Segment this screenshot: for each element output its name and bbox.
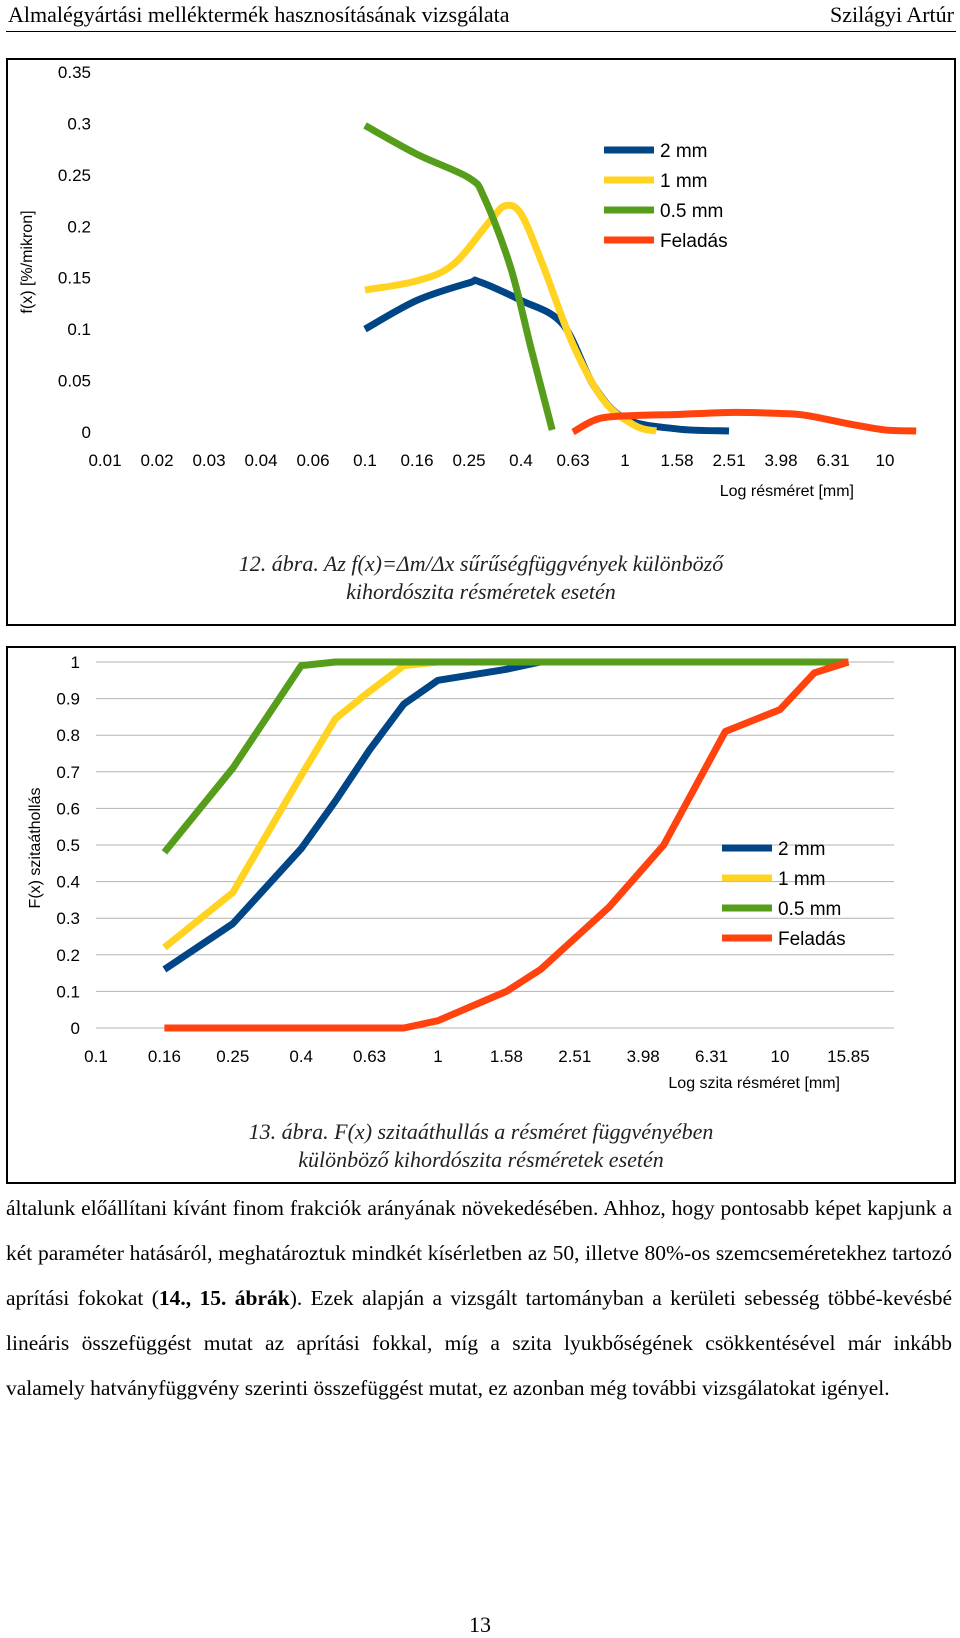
figure-reference: 14., 15. ábrák (158, 1286, 290, 1310)
legend-label: 2 mm (660, 141, 708, 162)
body-paragraph (6, 1186, 952, 1411)
x-tick-label: 15.85 (827, 1047, 870, 1066)
x-tick-label: 3.98 (764, 451, 798, 470)
figure-12-caption-line1: 12. ábra. Az f(x)=Δm/Δx sűrűségfüggvények különböző (238, 551, 724, 576)
x-tick-label: 0.63 (353, 1047, 387, 1066)
body-paragraph-end: ). Ezek alapján a vizsgált tartományban a kerületi sebesség többé-kevésbé lineáris összefüggést mutat az aprítási fokkal, míg a szita lyukbőségének csökkentésével már inkább valamely hatványfüggvény szerinti összefüggést mutat, ez azonban még további vizsgálatokat igényel. (6, 1286, 952, 1400)
legend-label: 0.5 mm (778, 899, 842, 920)
x-tick-label: 0.06 (296, 451, 330, 470)
y-tick-label: 0.2 (56, 945, 80, 965)
y-tick-label: 0.15 (57, 268, 91, 288)
legend-label: Feladás (778, 929, 846, 950)
x-tick-label: 0.4 (509, 451, 533, 470)
x-tick-label: 0.25 (452, 451, 486, 470)
legend-label: 2 mm (778, 839, 826, 860)
x-tick-label: 10 (770, 1047, 790, 1066)
x-tick-label: 2.51 (558, 1047, 592, 1066)
y-axis-label: F(x) szitaáthollás (27, 787, 44, 909)
figure-12 (6, 58, 956, 626)
x-tick-label: 1.58 (660, 451, 694, 470)
running-header-author: Szilágyi Artúr (829, 2, 954, 27)
x-tick-label: 6.31 (816, 451, 850, 470)
series-line (164, 662, 848, 969)
y-tick-label: 0.6 (56, 799, 80, 819)
y-tick-label: 0.2 (67, 217, 91, 237)
legend-label: 0.5 mm (660, 201, 724, 222)
figure-13-caption-line1: 13. ábra. F(x) szitaáthullás a résméret függvényében (248, 1119, 714, 1144)
figure-13 (6, 646, 956, 1184)
y-tick-label: 0.3 (56, 909, 80, 929)
body-paragraph-text: általunk előállítani kívánt finom frakciók arányának növekedésében. Ahhoz, hogy pontosabb képet kapjunk a két paraméter hatásáról, meghatároztuk mindkét kísérletben az 50, illetve 80%-os szemcseméretekhez tartozó aprítási fokokat ( (6, 1196, 952, 1310)
x-tick-label: 3.98 (626, 1047, 660, 1066)
x-tick-label: 0.16 (147, 1047, 181, 1066)
x-tick-label: 0.03 (192, 451, 226, 470)
figure-13-caption (8, 1118, 954, 1174)
figure-12-caption-line2: kihordószita résméretek esetén (346, 579, 616, 604)
y-axis-label: f(x) [%/mikron] (19, 210, 36, 314)
legend-label: 1 mm (660, 171, 708, 192)
y-tick-label: 0.1 (56, 982, 80, 1002)
x-tick-label: 0.25 (216, 1047, 250, 1066)
page-number: 13 (469, 1612, 491, 1637)
x-tick-label: 2.51 (712, 451, 746, 470)
y-tick-label: 0 (70, 1019, 80, 1038)
body-text (6, 1186, 952, 1411)
x-tick-label: 0.02 (140, 451, 174, 470)
x-tick-label: 0.1 (84, 1047, 108, 1066)
x-axis-label: Log résméret [mm] (719, 483, 854, 500)
y-tick-label: 1 (70, 653, 80, 672)
x-tick-label: 0.01 (88, 451, 122, 470)
x-tick-label: 1 (433, 1047, 443, 1066)
x-tick-label: 10 (875, 451, 895, 470)
y-tick-label: 0.05 (57, 371, 91, 391)
figure-13-caption-line2: különböző kihordószita résméretek esetén (298, 1147, 664, 1172)
y-tick-label: 0.1 (67, 320, 91, 340)
x-tick-label: 0.04 (244, 451, 278, 470)
series-line (365, 125, 552, 429)
figure-12-caption (8, 550, 954, 606)
x-tick-label: 0.1 (353, 451, 377, 470)
y-tick-label: 0.25 (57, 165, 91, 185)
x-tick-label: 0.4 (289, 1047, 314, 1066)
x-axis-label: Log szita résméret [mm] (668, 1075, 840, 1092)
header-rule (6, 31, 956, 32)
y-tick-label: 0.5 (56, 836, 80, 855)
chart-density (8, 60, 954, 624)
x-tick-label: 6.31 (695, 1047, 729, 1066)
y-tick-label: 0.7 (56, 762, 80, 782)
legend-label: 1 mm (778, 869, 826, 890)
x-tick-label: 0.16 (400, 451, 434, 470)
chart-cumulative (8, 648, 954, 1182)
running-header-title: Almalégyártási melléktermék hasznosításának vizsgálata (8, 2, 510, 27)
y-tick-label: 0 (81, 423, 91, 442)
y-tick-label: 0.8 (56, 726, 80, 746)
y-tick-label: 0.35 (57, 63, 91, 82)
y-tick-label: 0.3 (67, 114, 91, 134)
x-tick-label: 0.63 (556, 451, 590, 470)
y-tick-label: 0.4 (56, 872, 80, 892)
series-line (164, 662, 848, 852)
x-tick-label: 1.58 (489, 1047, 523, 1066)
x-tick-label: 1 (620, 451, 630, 470)
legend-label: Feladás (660, 231, 728, 252)
y-tick-label: 0.9 (56, 689, 80, 709)
